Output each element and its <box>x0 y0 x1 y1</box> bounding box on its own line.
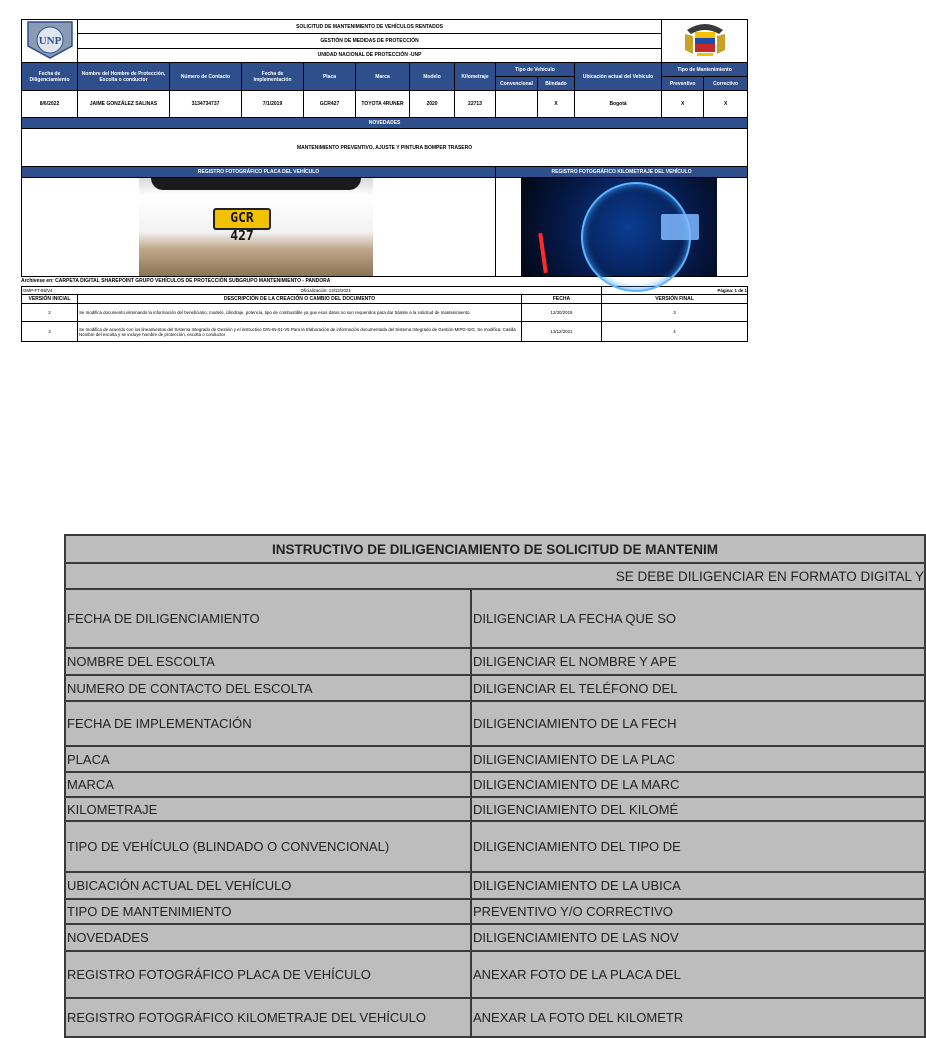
value-correctivo[interactable]: X <box>704 91 748 118</box>
instruction-field: NUMERO DE CONTACTO DEL ESCOLTA <box>65 675 471 701</box>
vh-fecha: FECHA <box>522 295 602 304</box>
col-placa: Placa <box>304 63 356 91</box>
value-placa[interactable]: GCR427 <box>304 91 356 118</box>
instruction-field: NOVEDADES <box>65 924 471 951</box>
unp-shield-icon <box>24 20 76 60</box>
instruction-text: DILIGENCIAMIENTO DE LA MARC <box>471 772 925 797</box>
instruction-row <box>65 797 925 821</box>
value-numero-contacto[interactable]: 3134734737 <box>170 91 242 118</box>
value-fecha-diligenciamiento[interactable]: 8/6/2022 <box>22 91 78 118</box>
instructions-subtitle: SE DEBE DILIGENCIAR EN FORMATO DIGITAL Y <box>65 563 925 589</box>
instruction-field: FECHA DE DILIGENCIAMIENTO <box>65 589 471 648</box>
colombia-crest-icon <box>681 20 729 60</box>
col-tipo-vehiculo: Tipo de Vehículo <box>496 63 575 77</box>
record-row <box>22 91 748 118</box>
value-convencional[interactable] <box>496 91 538 118</box>
vh-descripcion: DESCRIPCIÓN DE LA CREACIÓN O CAMBIO DEL DOCUMENTO <box>78 295 522 304</box>
instruction-text: DILIGENCIAR EL TELÉFONO DEL <box>471 675 925 701</box>
value-kilometraje[interactable]: 22713 <box>455 91 496 118</box>
photo-odometer-cell <box>496 178 748 277</box>
col-ubicacion: Ubicación actual del Vehículo <box>575 63 662 91</box>
version-fecha: 12/30/2019 <box>522 304 602 322</box>
form-entity: UNIDAD NACIONAL DE PROTECCIÓN -UNP <box>78 48 662 62</box>
odometer-photo <box>521 178 717 276</box>
instruction-field: FECHA DE IMPLEMENTACIÓN <box>65 701 471 746</box>
form-subtitle: GESTIÓN DE MEDIDAS DE PROTECCIÓN <box>78 34 662 48</box>
instruction-row <box>65 899 925 924</box>
instruction-text: DILIGENCIAMIENTO DE LA PLAC <box>471 746 925 772</box>
instruction-row <box>65 589 925 648</box>
vh-final: VERSIÓN FINAL <box>602 295 748 304</box>
version-final: 4 <box>602 322 748 342</box>
instruction-field: KILOMETRAJE <box>65 797 471 821</box>
instruction-field: MARCA <box>65 772 471 797</box>
instruction-row <box>65 998 925 1037</box>
version-row <box>22 322 748 342</box>
instructions-table <box>64 534 926 1038</box>
form-title: SOLICITUD DE MANTENIMIENTO DE VEHÍCULOS RENTADOS <box>78 20 662 34</box>
col-tipo-mantenimiento: Tipo de Mantenimiento <box>662 63 748 77</box>
license-plate: GCR 427 <box>213 208 271 230</box>
instruction-row <box>65 951 925 998</box>
instruction-text: DILIGENCIAMIENTO DE LA FECH <box>471 701 925 746</box>
col-preventivo: Preventivo <box>662 77 704 91</box>
maintenance-request-form <box>21 19 747 342</box>
value-ubicacion[interactable]: Bogotá <box>575 91 662 118</box>
instruction-text: DILIGENCIAMIENTO DE LA UBICA <box>471 872 925 899</box>
instruction-text: DILIGENCIAMIENTO DEL TIPO DE <box>471 821 925 872</box>
version-descripcion: Se modifica documento eliminando la información del beneficiario, modelo, cilindraje, potencia, tipo de combustible ya que esos datos no son requeridos para dar trámite a la solicitud de mantenimiento. <box>78 304 522 322</box>
plate-photo <box>139 178 373 276</box>
col-blindado: Blindado <box>538 77 575 91</box>
instruction-text: DILIGENCIAR LA FECHA QUE SO <box>471 589 925 648</box>
value-blindado[interactable]: X <box>538 91 575 118</box>
doc-code: GMP-FT-95/V4 <box>22 287 300 295</box>
col-modelo: Modelo <box>410 63 455 91</box>
odometer-display <box>661 214 699 240</box>
version-final: 3 <box>602 304 748 322</box>
instruction-text: PREVENTIVO Y/O CORRECTIVO <box>471 899 925 924</box>
col-fecha-implementacion: Fecha de Implementación <box>242 63 304 91</box>
colombia-crest-cell <box>662 20 748 63</box>
instruction-text: DILIGENCIAMIENTO DEL KILOMÉ <box>471 797 925 821</box>
instructions-title: INSTRUCTIVO DE DILIGENCIAMIENTO DE SOLICITUD DE MANTENIM <box>65 535 925 563</box>
version-inicial: 3 <box>22 322 78 342</box>
value-fecha-implementacion[interactable]: 7/1/2019 <box>242 91 304 118</box>
archive-note: Archívese en: CARPETA DIGITAL SHAREPOINT GRUPO VEHÍCULOS DE PROTECCIÓN SUBGRUPO MANTENIMIENTO - PANDORA <box>21 278 331 284</box>
instruction-field: PLACA <box>65 746 471 772</box>
photo-plate-cell <box>22 178 496 277</box>
col-correctivo: Correctivo <box>704 77 748 91</box>
instruction-row <box>65 772 925 797</box>
unp-logo-text: UNP <box>38 35 61 47</box>
value-modelo[interactable]: 2020 <box>410 91 455 118</box>
doc-oficializacion: Oficialización: 13/12/2021 <box>300 287 602 295</box>
gauge-needle <box>538 233 548 273</box>
instruction-field: TIPO DE MANTENIMIENTO <box>65 899 471 924</box>
version-inicial: 2 <box>22 304 78 322</box>
value-nombre[interactable]: JAIME GONZÁLEZ SALINAS <box>78 91 170 118</box>
instruction-row <box>65 872 925 899</box>
instruction-text: DILIGENCIAR EL NOMBRE Y APE <box>471 648 925 675</box>
col-numero-contacto: Número de Contacto <box>170 63 242 91</box>
col-nombre: Nombre del Hombre de Protección, Escolta o conductor <box>78 63 170 91</box>
instructions-panel <box>64 534 925 1025</box>
instruction-field: TIPO DE VEHÍCULO (BLINDADO O CONVENCIONAL) <box>65 821 471 872</box>
instruction-text: DILIGENCIAMIENTO DE LAS NOV <box>471 924 925 951</box>
version-fecha: 13/12/2021 <box>522 322 602 342</box>
photo-odometer-title: REGISTRO FOTOGRÁFICO KILOMETRAJE DEL VEHÍCULO <box>496 167 748 178</box>
instruction-row <box>65 746 925 772</box>
instruction-row <box>65 648 925 675</box>
instruction-field: NOMBRE DEL ESCOLTA <box>65 648 471 675</box>
col-kilometraje: Kilometraje <box>455 63 496 91</box>
version-descripcion: Se modifica de acuerdo con los lineamientos del Sistema Integrado de Gestión y el instructivo GIN-IN-01-V5 Para la Elaboración de información documentada del Sistema Integrado de Gestión MIPG-SIG. Se modifica: Casilla Nombre del escolta y se incluye hombre de protección, escolta o conductor <box>78 322 522 342</box>
form-header-table <box>21 19 748 277</box>
photo-plate-title: REGISTRO FOTOGRÁFICO PLACA DEL VEHÍCULO <box>22 167 496 178</box>
value-preventivo[interactable]: X <box>662 91 704 118</box>
instruction-row <box>65 701 925 746</box>
unp-logo-cell <box>22 20 78 63</box>
vh-inicial: VERSIÓN INICIAL <box>22 295 78 304</box>
col-marca: Marca <box>356 63 410 91</box>
novedades-text[interactable]: MANTENIMIENTO PREVENTIVO, AJUSTE Y PINTURA BOMPER TRASERO <box>22 129 748 167</box>
novedades-title: NOVEDADES <box>22 118 748 129</box>
col-convencional: Convencional <box>496 77 538 91</box>
col-fecha-diligenciamiento: Fecha de Diligenciamiento <box>22 63 78 91</box>
instruction-field: REGISTRO FOTOGRÁFICO PLACA DE VEHÍCULO <box>65 951 471 998</box>
instruction-row <box>65 924 925 951</box>
doc-pagina: Página: 1 de 1 <box>602 287 748 295</box>
instruction-row <box>65 821 925 872</box>
instruction-field: UBICACIÓN ACTUAL DEL VEHÍCULO <box>65 872 471 899</box>
value-marca[interactable]: TOYOTA 4RUNER <box>356 91 410 118</box>
instruction-text: ANEXAR FOTO DE LA PLACA DEL <box>471 951 925 998</box>
instruction-row <box>65 675 925 701</box>
vehicle-grille <box>151 178 361 190</box>
version-row <box>22 304 748 322</box>
version-table <box>21 286 748 342</box>
instruction-text: ANEXAR LA FOTO DEL KILOMETR <box>471 998 925 1037</box>
instruction-field: REGISTRO FOTOGRÁFICO KILOMETRAJE DEL VEHÍCULO <box>65 998 471 1037</box>
